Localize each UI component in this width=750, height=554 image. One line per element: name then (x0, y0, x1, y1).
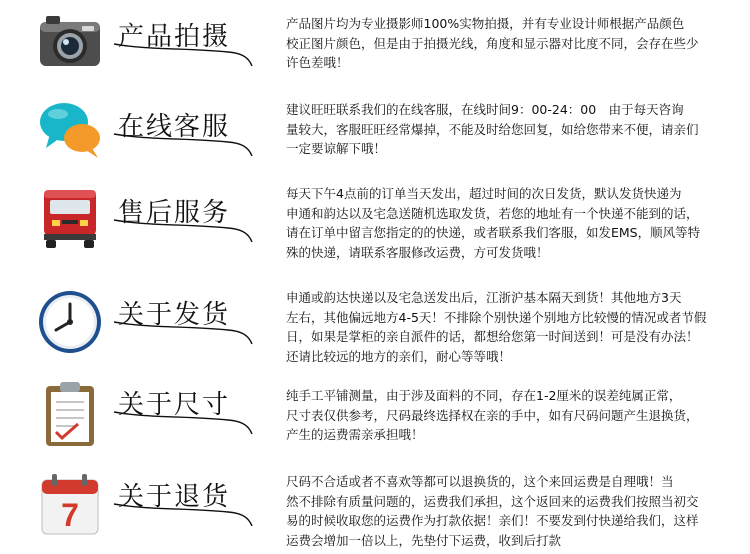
section-title: 售后服务 (118, 198, 231, 228)
underline-squiggle (108, 404, 258, 438)
section-description: 每天下午4点前的订单当天发出，超过时间的次日发货，默认发货快递为 申通和韵达以及宅急送随机选取发货，若您的地址有一个快递不能到的话， 请在订单中留言您指定的的快递，或者联系我们客服，如发EMS，顺风等特 殊的快递，请联系客服修改运费，方可发货哦！ (286, 186, 701, 260)
chat-bubbles-icon (36, 96, 104, 164)
section-title: 关于发货 (118, 300, 231, 330)
section-title: 关于退货 (118, 482, 231, 512)
section-title: 产品拍摄 (118, 22, 231, 52)
truck-icon (36, 184, 104, 252)
section-description: 尺码不合适或者不喜欢等都可以退换货的，这个来回运费是自理哦！当 然不排除有质量问题的，运费我们承担，这个返回来的运费我们按照当初交 易的时候收取您的运费作为打款依据！亲们！不要发到付快递给我们，这样 运费会增加一倍以上，先垫付下运费，收到后打款 (286, 474, 699, 548)
underline-squiggle (108, 36, 258, 70)
calendar-day-number: 7 (61, 497, 79, 533)
section-description: 纯手工平铺测量，由于涉及面料的不同，存在1-2厘米的误差纯属正常， 尺寸表仅供参考，尺码最终选择权在亲的手中，如有尺码问题产生退换货， 产生的运费需亲承担哦！ (286, 388, 699, 442)
section-description: 申通或韵达快递以及宅急送发出后，江浙沪基本隔天到货！其他地方3天 左右，其他偏远地方4-5天！不排除个别快递个别地方比较慢的情况或者节假 日，如果是掌柜的亲自派件的话，都想给您第一时间送到！可是没有办法！ 还请比较远的地方的亲们，耐心等等哦！ (286, 290, 707, 364)
underline-squiggle (108, 496, 258, 530)
section-size (0, 372, 750, 462)
section-title: 关于尺寸 (118, 390, 231, 420)
clipboard-icon (36, 380, 104, 448)
section-description: 建议旺旺联系我们的在线客服，在线时间9：00-24：00 由于每天咨询 量较大，客服旺旺经常爆掉，不能及时给您回复，如给您带来不便，请亲们 一定要谅解下哦！ (286, 102, 699, 156)
section-online-service (0, 94, 750, 184)
underline-squiggle (108, 126, 258, 160)
section-title: 在线客服 (118, 112, 231, 142)
camera-icon (36, 6, 104, 74)
section-returns (0, 464, 750, 554)
section-shipping (0, 282, 750, 372)
calendar-icon (36, 470, 104, 538)
clock-icon (36, 288, 104, 356)
underline-squiggle (108, 314, 258, 348)
section-description: 产品图片均为专业摄影师100%实物拍摄，并有专业设计师根据产品颜色 校正图片颜色，但是由于拍摄光线，角度和显示器对比度不同，会存在些少 许色差哦！ (286, 16, 699, 70)
underline-squiggle (108, 212, 258, 246)
section-after-sales (0, 180, 750, 270)
section-product-photo (0, 4, 750, 94)
